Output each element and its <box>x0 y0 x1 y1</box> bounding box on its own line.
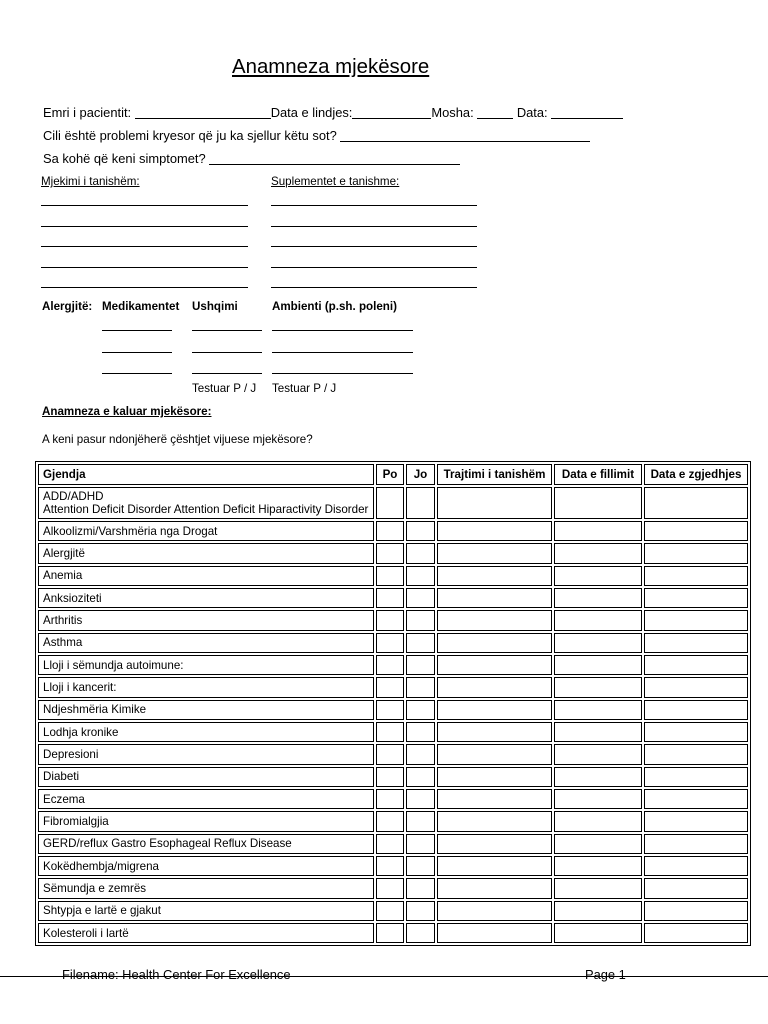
food-tested-label: Testuar P / J <box>192 382 257 395</box>
end-date-cell[interactable] <box>644 655 748 675</box>
condition-name: Sëmundja e zemrës <box>43 881 147 895</box>
condition-cell <box>38 789 374 809</box>
start-date-cell[interactable] <box>554 834 642 854</box>
condition-cell <box>38 834 374 854</box>
start-date-cell[interactable] <box>554 811 642 831</box>
table-row <box>38 610 748 630</box>
yes-checkbox-cell[interactable] <box>376 655 404 675</box>
current-treatment-cell[interactable] <box>437 744 552 764</box>
table-row <box>38 521 748 541</box>
yes-checkbox-cell[interactable] <box>376 521 404 541</box>
condition-name: Arthritis <box>43 613 83 627</box>
start-date-cell[interactable] <box>554 588 642 608</box>
no-checkbox-cell[interactable] <box>406 923 435 943</box>
end-date-cell[interactable] <box>644 543 748 563</box>
footer-filename: Filename: Health Center For Excellence <box>62 967 291 982</box>
table-row <box>38 901 748 921</box>
condition-name: Depresioni <box>43 747 99 761</box>
start-date-cell[interactable] <box>554 633 642 653</box>
yes-checkbox-cell[interactable] <box>376 878 404 898</box>
current-medication-line[interactable] <box>41 226 248 227</box>
end-date-cell[interactable] <box>644 767 748 787</box>
condition-cell <box>38 487 374 519</box>
condition-cell <box>38 923 374 943</box>
allergy-environment-heading: Ambienti (p.sh. poleni) <box>272 300 397 313</box>
current-treatment-cell[interactable] <box>437 543 552 563</box>
current-treatment-cell[interactable] <box>437 566 552 586</box>
table-row <box>38 744 748 764</box>
current-medications-heading: Mjekimi i tanishëm: <box>41 175 140 188</box>
no-checkbox-cell[interactable] <box>406 722 435 742</box>
start-date-cell[interactable] <box>554 901 642 921</box>
date-of-birth-field[interactable] <box>352 118 431 119</box>
condition-cell <box>38 633 374 653</box>
allergy-medication-line[interactable] <box>102 373 172 374</box>
table-row <box>38 856 748 876</box>
no-checkbox-cell[interactable] <box>406 700 435 720</box>
header-start-date: Data e fillimit <box>554 464 642 485</box>
current-treatment-cell[interactable] <box>437 811 552 831</box>
allergy-medication-line[interactable] <box>102 352 172 353</box>
table-row <box>38 789 748 809</box>
header-current-treatment: Trajtimi i tanishëm <box>437 464 552 485</box>
condition-name: ADD/ADHD <box>43 490 104 503</box>
no-checkbox-cell[interactable] <box>406 543 435 563</box>
current-supplement-line[interactable] <box>271 205 477 206</box>
end-date-cell[interactable] <box>644 588 748 608</box>
condition-cell <box>38 521 374 541</box>
table-row <box>38 543 748 563</box>
table-row <box>38 566 748 586</box>
end-date-cell[interactable] <box>644 633 748 653</box>
condition-name: Anemia <box>43 569 83 583</box>
date-field[interactable] <box>551 118 623 119</box>
yes-checkbox-cell[interactable] <box>376 487 404 519</box>
table-row <box>38 487 748 519</box>
condition-name: Kolesteroli i lartë <box>43 926 129 940</box>
start-date-cell[interactable] <box>554 521 642 541</box>
table-header-row <box>38 464 748 485</box>
current-treatment-cell[interactable] <box>437 923 552 943</box>
yes-checkbox-cell[interactable] <box>376 722 404 742</box>
allergy-food-line[interactable] <box>192 373 262 374</box>
table-row <box>38 588 748 608</box>
allergy-environment-line[interactable] <box>272 373 413 374</box>
end-date-cell[interactable] <box>644 923 748 943</box>
start-date-cell[interactable] <box>554 878 642 898</box>
footer-page-number: Page 1 <box>585 967 626 982</box>
current-treatment-cell[interactable] <box>437 767 552 787</box>
condition-detail: Attention Deficit Disorder Attention Deficit Hiparactivity Disorder <box>43 503 369 516</box>
current-medication-line[interactable] <box>41 246 248 247</box>
no-checkbox-cell[interactable] <box>406 487 435 519</box>
condition-name: Lloji i sëmundja autoimune: <box>43 658 184 672</box>
end-date-cell[interactable] <box>644 744 748 764</box>
condition-name: Anksioziteti <box>43 591 102 605</box>
no-checkbox-cell[interactable] <box>406 521 435 541</box>
start-date-cell[interactable] <box>554 923 642 943</box>
date-of-birth-label: Data e lindjes: <box>270 105 353 120</box>
condition-cell <box>38 722 374 742</box>
table-row <box>38 811 748 831</box>
table-row <box>38 923 748 943</box>
current-supplements-heading: Suplementet e tanishme: <box>271 175 400 188</box>
no-checkbox-cell[interactable] <box>406 767 435 787</box>
start-date-cell[interactable] <box>554 566 642 586</box>
condition-name: Eczema <box>43 792 85 806</box>
date-label: Data: <box>513 105 552 120</box>
yes-checkbox-cell[interactable] <box>376 588 404 608</box>
main-complaint-label: Cili është problemi kryesor që ju ka sjellur këtu sot? <box>43 128 341 143</box>
no-checkbox-cell[interactable] <box>406 588 435 608</box>
table-row <box>38 655 748 675</box>
no-checkbox-cell[interactable] <box>406 566 435 586</box>
condition-name: Kokëdhembja/migrena <box>43 859 160 873</box>
current-treatment-cell[interactable] <box>437 856 552 876</box>
allergy-food-line[interactable] <box>192 330 262 331</box>
no-checkbox-cell[interactable] <box>406 878 435 898</box>
table-row <box>38 633 748 653</box>
end-date-cell[interactable] <box>644 610 748 630</box>
condition-cell <box>38 811 374 831</box>
condition-name: Alkoolizmi/Varshmëria nga Drogat <box>43 524 218 538</box>
allergy-medication-line[interactable] <box>102 330 172 331</box>
condition-name: Asthma <box>43 636 83 650</box>
condition-cell <box>38 588 374 608</box>
condition-cell <box>38 767 374 787</box>
yes-checkbox-cell[interactable] <box>376 700 404 720</box>
current-treatment-cell[interactable] <box>437 878 552 898</box>
current-treatment-cell[interactable] <box>437 487 552 519</box>
header-yes: Po <box>376 464 404 485</box>
current-supplement-line[interactable] <box>271 267 477 268</box>
start-date-cell[interactable] <box>554 789 642 809</box>
main-complaint-line <box>43 128 590 143</box>
end-date-cell[interactable] <box>644 521 748 541</box>
end-date-cell[interactable] <box>644 856 748 876</box>
yes-checkbox-cell[interactable] <box>376 543 404 563</box>
yes-checkbox-cell[interactable] <box>376 677 404 697</box>
current-treatment-cell[interactable] <box>437 521 552 541</box>
no-checkbox-cell[interactable] <box>406 901 435 921</box>
condition-cell <box>38 610 374 630</box>
current-treatment-cell[interactable] <box>437 901 552 921</box>
table-body <box>38 487 748 943</box>
past-history-heading: Anamneza e kaluar mjekësore: <box>42 405 212 418</box>
end-date-cell[interactable] <box>644 722 748 742</box>
medical-history-table <box>35 461 751 946</box>
condition-cell <box>38 901 374 921</box>
current-treatment-cell[interactable] <box>437 655 552 675</box>
end-date-cell[interactable] <box>644 566 748 586</box>
no-checkbox-cell[interactable] <box>406 834 435 854</box>
yes-checkbox-cell[interactable] <box>376 789 404 809</box>
past-history-question: A keni pasur ndonjëherë çështjet vijuese mjekësore? <box>42 433 313 446</box>
yes-checkbox-cell[interactable] <box>376 834 404 854</box>
condition-name: Lodhja kronike <box>43 725 119 739</box>
allergy-environment-line[interactable] <box>272 330 413 331</box>
current-supplement-line[interactable] <box>271 287 477 288</box>
patient-name-field[interactable] <box>135 118 271 119</box>
header-no: Jo <box>406 464 435 485</box>
condition-cell <box>38 700 374 720</box>
header-condition: Gjendja <box>38 464 374 485</box>
condition-cell <box>38 677 374 697</box>
end-date-cell[interactable] <box>644 487 748 519</box>
table-row <box>38 722 748 742</box>
condition-cell <box>38 878 374 898</box>
current-medication-line[interactable] <box>41 267 248 268</box>
table-row <box>38 878 748 898</box>
no-checkbox-cell[interactable] <box>406 744 435 764</box>
no-checkbox-cell[interactable] <box>406 633 435 653</box>
start-date-cell[interactable] <box>554 610 642 630</box>
yes-checkbox-cell[interactable] <box>376 923 404 943</box>
age-label: Mosha: <box>431 105 478 120</box>
start-date-cell[interactable] <box>554 655 642 675</box>
symptom-duration-label: Sa kohë që keni simptomet? <box>43 151 210 166</box>
no-checkbox-cell[interactable] <box>406 789 435 809</box>
header-end-date: Data e zgjedhjes <box>644 464 748 485</box>
no-checkbox-cell[interactable] <box>406 610 435 630</box>
yes-checkbox-cell[interactable] <box>376 633 404 653</box>
yes-checkbox-cell[interactable] <box>376 566 404 586</box>
main-complaint-field[interactable] <box>340 141 590 142</box>
condition-name: Lloji i kancerit: <box>43 680 117 694</box>
current-treatment-cell[interactable] <box>437 610 552 630</box>
symptom-duration-field[interactable] <box>209 164 460 165</box>
no-checkbox-cell[interactable] <box>406 856 435 876</box>
current-treatment-cell[interactable] <box>437 834 552 854</box>
condition-cell <box>38 655 374 675</box>
condition-cell <box>38 543 374 563</box>
condition-cell <box>38 566 374 586</box>
no-checkbox-cell[interactable] <box>406 677 435 697</box>
environment-tested-label: Testuar P / J <box>272 382 337 395</box>
allergy-environment-line[interactable] <box>272 352 413 353</box>
condition-cell <box>38 856 374 876</box>
yes-checkbox-cell[interactable] <box>376 811 404 831</box>
table-row <box>38 677 748 697</box>
condition-name: Shtypja e lartë e gjakut <box>43 904 161 918</box>
end-date-cell[interactable] <box>644 789 748 809</box>
current-medication-line[interactable] <box>41 287 248 288</box>
symptom-duration-line <box>43 151 460 166</box>
start-date-cell[interactable] <box>554 543 642 563</box>
end-date-cell[interactable] <box>644 811 748 831</box>
current-treatment-cell[interactable] <box>437 633 552 653</box>
yes-checkbox-cell[interactable] <box>376 744 404 764</box>
yes-checkbox-cell[interactable] <box>376 856 404 876</box>
start-date-cell[interactable] <box>554 700 642 720</box>
table-row <box>38 700 748 720</box>
yes-checkbox-cell[interactable] <box>376 610 404 630</box>
page-title: Anamneza mjekësore <box>232 56 430 78</box>
end-date-cell[interactable] <box>644 700 748 720</box>
table-row <box>38 834 748 854</box>
end-date-cell[interactable] <box>644 677 748 697</box>
allergies-label: Alergjitë: <box>42 300 93 313</box>
no-checkbox-cell[interactable] <box>406 655 435 675</box>
condition-name: Diabeti <box>43 770 80 784</box>
end-date-cell[interactable] <box>644 834 748 854</box>
start-date-cell[interactable] <box>554 767 642 787</box>
end-date-cell[interactable] <box>644 878 748 898</box>
allergy-food-line[interactable] <box>192 352 262 353</box>
start-date-cell[interactable] <box>554 722 642 742</box>
allergy-medications-heading: Medikamentet <box>102 300 180 313</box>
current-supplement-line[interactable] <box>271 246 477 247</box>
start-date-cell[interactable] <box>554 487 642 519</box>
yes-checkbox-cell[interactable] <box>376 901 404 921</box>
current-treatment-cell[interactable] <box>437 588 552 608</box>
patient-name-label: Emri i pacientit: <box>43 105 135 120</box>
condition-name: Ndjeshmëria Kimike <box>43 703 147 717</box>
start-date-cell[interactable] <box>554 856 642 876</box>
condition-name: GERD/reflux Gastro Esophageal Reflux Disease <box>43 837 292 851</box>
current-medication-line[interactable] <box>41 205 248 206</box>
current-treatment-cell[interactable] <box>437 700 552 720</box>
current-treatment-cell[interactable] <box>437 789 552 809</box>
current-treatment-cell[interactable] <box>437 722 552 742</box>
yes-checkbox-cell[interactable] <box>376 767 404 787</box>
condition-cell <box>38 744 374 764</box>
condition-name: Alergjitë <box>43 546 85 560</box>
age-field[interactable] <box>477 118 513 119</box>
no-checkbox-cell[interactable] <box>406 811 435 831</box>
current-treatment-cell[interactable] <box>437 677 552 697</box>
table-row <box>38 767 748 787</box>
condition-name: Fibromialgjia <box>43 814 109 828</box>
allergy-food-heading: Ushqimi <box>192 300 238 313</box>
start-date-cell[interactable] <box>554 744 642 764</box>
patient-info-line <box>43 105 623 120</box>
current-supplement-line[interactable] <box>271 226 477 227</box>
end-date-cell[interactable] <box>644 901 748 921</box>
start-date-cell[interactable] <box>554 677 642 697</box>
